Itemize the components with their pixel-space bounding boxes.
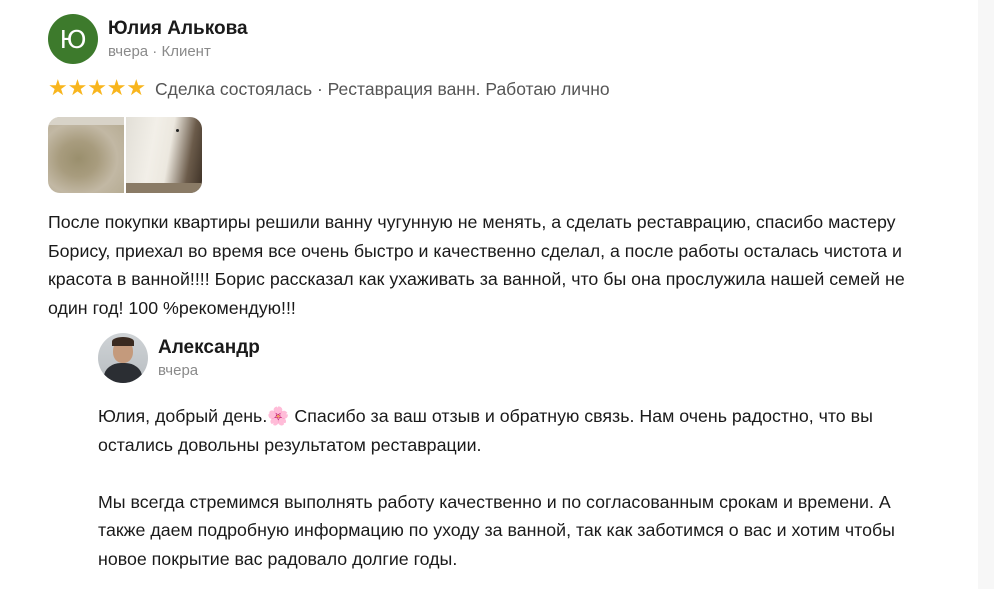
- deal-status: Сделка состоялась · Реставрация ванн. Работаю лично: [154, 78, 610, 99]
- author-avatar[interactable]: [48, 14, 98, 64]
- review-text: После покупки квартиры решили ванну чугунную не менять, а сделать реставрацию, спасибо мастеру Борису, приехал во время все очень быстро и качественно сделал, а после работы осталась чистота и красота в ванной!!!! Борис рассказал как ухаживать за ванной, что бы она прослужила нашей семей не один год! 100 %рекомендую!!!: [48, 212, 905, 318]
- star-icon: ★: [67, 76, 88, 101]
- reply-header: [98, 333, 938, 383]
- author-info: [108, 17, 248, 62]
- review-meta: вчера · Клиент: [108, 42, 211, 60]
- seller-reply: [98, 333, 938, 573]
- rating-row: [48, 77, 948, 101]
- reply-text: [98, 402, 918, 573]
- reply-meta: вчера: [158, 361, 199, 379]
- author-name[interactable]: Юлия Алькова: [108, 17, 248, 39]
- reply-text-part: Юлия, добрый день.: [98, 406, 268, 426]
- avatar-letter: Ю: [59, 24, 87, 54]
- review-photo-thumbnail[interactable]: [48, 117, 124, 193]
- star-icon: ★: [48, 76, 68, 101]
- review-photo-thumbnail[interactable]: [126, 117, 202, 193]
- reply-author-name[interactable]: Александр: [158, 336, 260, 358]
- review-header: [48, 14, 948, 64]
- flower-emoji-icon: 🌸: [267, 406, 290, 426]
- star-icon: ★: [87, 76, 107, 101]
- star-icon: ★: [106, 76, 127, 101]
- reply-author-avatar[interactable]: [98, 333, 148, 383]
- star-rating: [48, 78, 146, 100]
- review-card: [48, 14, 948, 322]
- scrollbar-track[interactable]: [978, 0, 994, 589]
- star-icon: ★: [126, 76, 147, 101]
- review-photos: [48, 117, 948, 193]
- reply-text-part: Спасибо за ваш отзыв и обратную связь. Нам очень радостно, что вы остались довольны результатом реставрации. Мы всегда стремимся выполнять работу качественно и по согласованным срокам и времени. А также даем подробную информацию по уходу за ванной, так как заботимся о вас и хотим чтобы новое покрытие вас радовало долгие годы.: [98, 406, 895, 569]
- reply-author-info: [158, 336, 260, 381]
